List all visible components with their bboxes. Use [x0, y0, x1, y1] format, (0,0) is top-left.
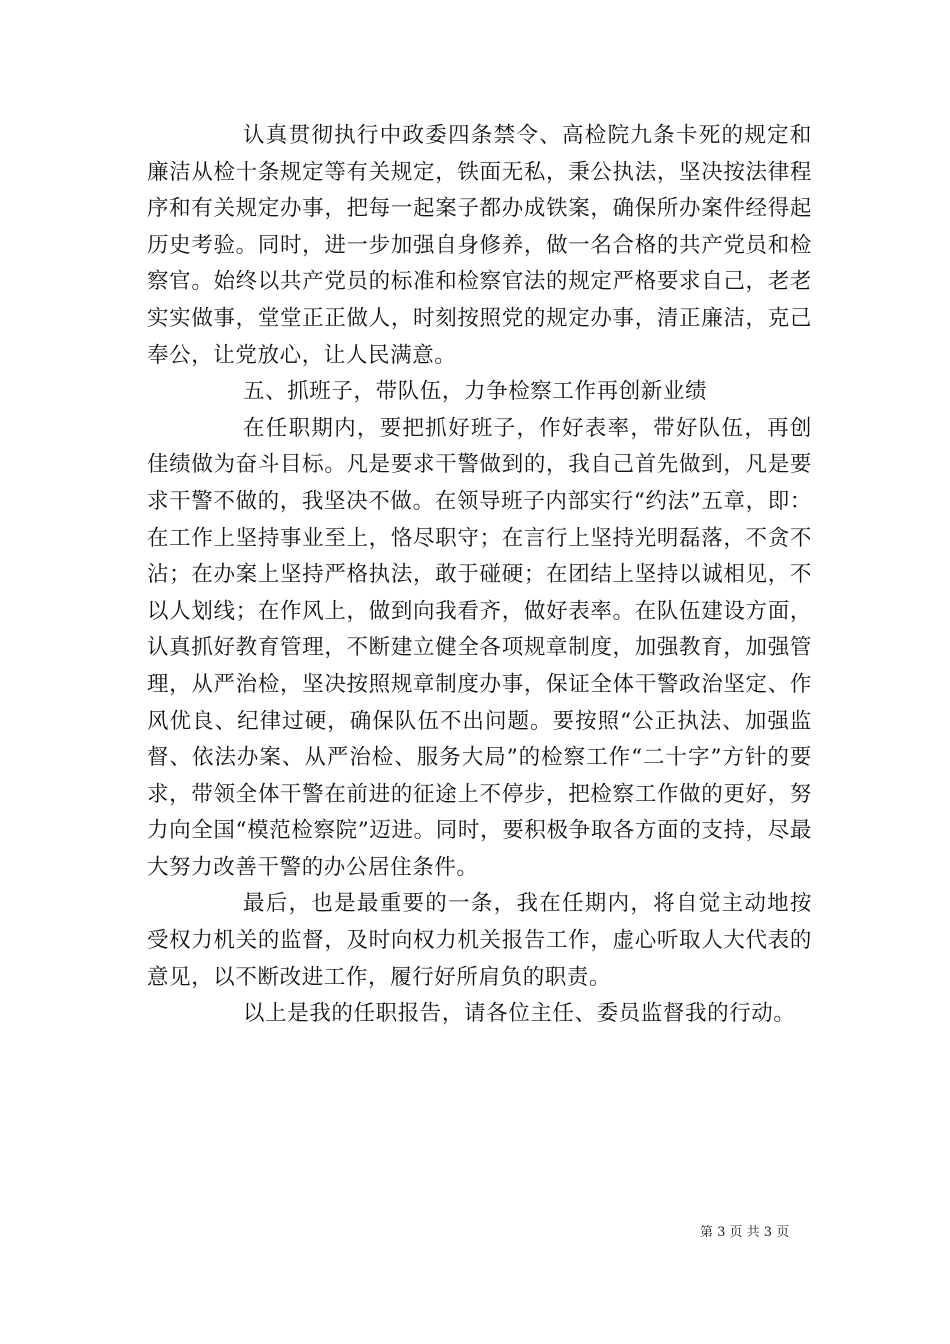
section-heading-five: 五、抓班子，带队伍，力争检察工作再创新业绩 — [243, 379, 708, 405]
paragraph-supervision: 最后，也是最重要的一条，我在任期内，将自觉主动地按受权力机关的监督，及时向权力机关报告工作，虚心听取人大代表的意见，以不断改进工作，履行好所肩负的职责。 — [147, 891, 812, 990]
page-number-footer: 第 3 页 共 3 页 — [700, 1225, 790, 1240]
document-body — [147, 118, 812, 1033]
paragraph-integrity: 认真贯彻执行中政委四条禁令、高检院九条卡死的规定和廉洁从检十条规定等有关规定，铁面无私，秉公执法，坚决按法律程序和有关规定办事，把每一起案子都办成铁案，确保所办案件经得起历史考验。同时，进一步加强自身修养，做一名合格的共产党员和检察官。始终以共产党员的标准和检察官法的规定严格要求自己，老老实实做事，堂堂正正做人，时刻按照党的规定办事，清正廉洁，克己奉公，让党放心，让人民满意。 — [147, 123, 812, 368]
paragraph-team-building: 在任职期内，要把抓好班子，作好表率，带好队伍，再创佳绩做为奋斗目标。凡是要求干警做到的，我自己首先做到，凡是要求干警不做的，我坚决不做。在领导班子内部实行“约法”五章，即：在工作上坚持事业至上，恪尽职守；在言行上坚持光明磊落，不贪不沾；在办案上坚持严格执法，敢于碰硬；在团结上坚持以诚相见，不以人划线；在作风上，做到向我看齐，做好表率。在队伍建设方面，认真抓好教育管理，不断建立健全各项规章制度，加强教育，加强管理，从严治检，坚决按照规章制度办事，保证全体干警政治坚定、作风优良、纪律过硬，确保队伍不出问题。要按照“公正执法、加强监督、依法办案、从严治检、服务大局”的检察工作“二十字”方针的要求，带领全体干警在前进的征途上不停步，把检察工作做的更好，努力向全国“模范检察院”迈进。同时，要积极争取各方面的支持，尽最大努力改善干警的办公居住条件。 — [147, 415, 812, 880]
paragraph-closing: 以上是我的任职报告，请各位主任、委员监督我的行动。 — [243, 1001, 796, 1027]
